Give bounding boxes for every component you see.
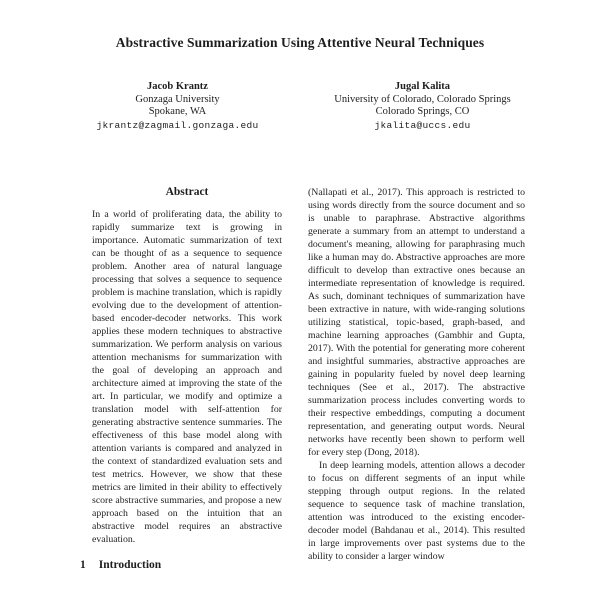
author-location: Colorado Springs, CO <box>375 106 470 117</box>
author-email: jkalita@uccs.edu <box>374 120 471 131</box>
abstract-text: In a world of proliferating data, the ability to rapidly summarize text is growing in importance. Automatic summarization of text can be thought of as a sequence to sequence problem. Another area of natural language processing that solves a sequence to sequence problem is machine translation, which is rapidly evolving due to the development of attention-based encoder-decoder networks. This work applies these modern techniques to abstractive summarization. We perform analysis on various attention mechanisms for summarization with the goal of developing an approach and architecture aimed at improving the state of the art. In particular, we modify and optimize a translation model with self-attention for generating abstractive sentence summaries. The effectiveness of this base model along with attention variants is compared and analyzed in the context of standardized evaluation sets and test metrics. However, we show that these metrics are limited in their ability to effectively score abstractive summaries, and propose a new approach based on the intuition that an abstractive model requires an abstractive evaluation. <box>92 208 282 545</box>
section-number: 1 <box>80 558 86 571</box>
section-title: Introduction <box>98 558 162 571</box>
author-name: Jacob Krantz <box>147 81 208 92</box>
paper-title: Abstractive Summarization Using Attentive Neural Techniques <box>115 35 485 50</box>
authors-row <box>55 81 545 133</box>
section-heading-introduction <box>80 559 294 571</box>
author-affiliation: University of Colorado, Colorado Springs <box>334 93 511 105</box>
author-block-2 <box>300 81 545 133</box>
author-email: jkrantz@zagmail.gonzaga.edu <box>96 120 259 131</box>
two-column-body <box>80 186 600 571</box>
left-column <box>80 186 294 571</box>
abstract-heading: Abstract <box>165 185 209 198</box>
author-block-1 <box>55 81 300 133</box>
intro-paragraph-2: In deep learning models, attention allows a decoder to focus on different segments of an input while stepping through output regions. In the related sequence to sequence task of machine translation, attention was introduced to the existing encoder-decoder model (Bahdanau et al., 2014). This resulted in large improvements over past systems due to the ability to consider a larger window <box>308 459 525 562</box>
author-name: Jugal Kalita <box>394 81 451 92</box>
right-column <box>308 186 525 571</box>
author-location: Spokane, WA <box>148 106 207 117</box>
author-affiliation: Gonzaga University <box>135 93 220 105</box>
intro-paragraph-1: (Nallapati et al., 2017). This approach is restricted to using words directly from the source document and so is unable to paraphrase. Abstractive algorithms generate a summary from an attempt to understand a document's meaning, allowing for paraphrasing much like a human may do. Abstractive approaches are more difficult to develop than extractive ones because an intermediate representation of knowledge is required. As such, dominant techniques of summarization have been extractive in nature, with wide-ranging solutions utilizing statistical, topic-based, graph-based, and machine learning approaches (Gambhir and Gupta, 2017). With the potential for generating more coherent and insightful summaries, abstractive approaches are gaining in popularity fueled by novel deep learning techniques (See et al., 2017). The abstractive summarization process includes converting words to their respective embeddings, computing a document representation, and generating output words. Neural networks have recently been shown to perform well for every step (Dong, 2018). <box>308 186 525 458</box>
